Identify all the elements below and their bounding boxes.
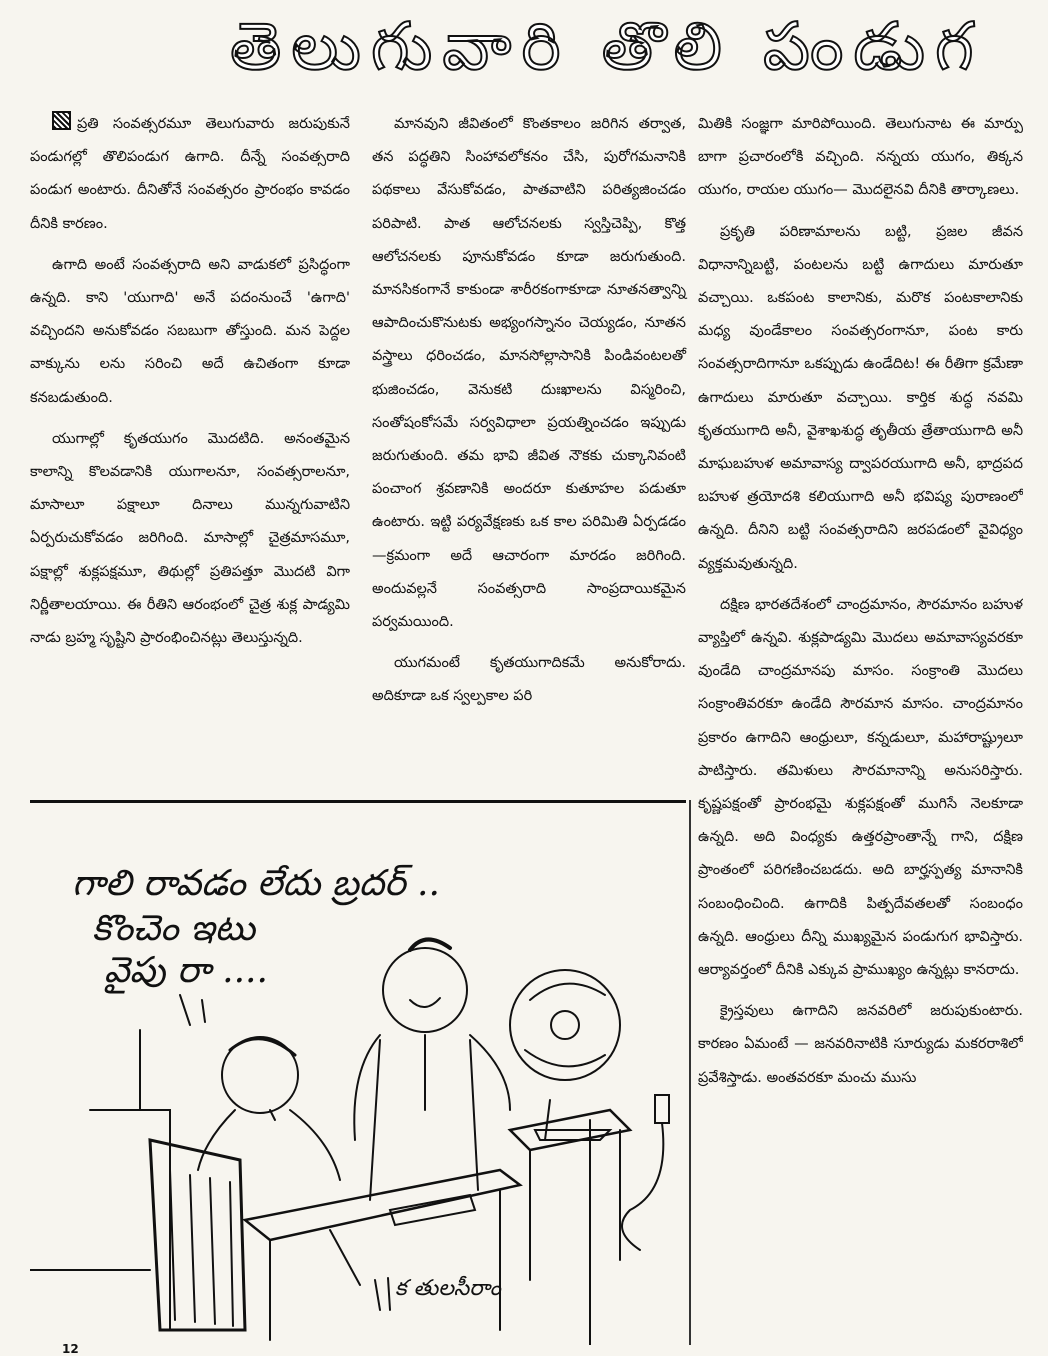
vertical-rule (689, 800, 691, 1345)
table-fan (510, 970, 630, 1280)
cartoon-caption-line-1: గాలి రావడం లేదు బ్రదర్ .. (72, 863, 440, 904)
paragraph (30, 108, 350, 241)
cartoon-drawing (30, 810, 686, 1345)
artist-signature: క తులసీరాం (395, 1276, 501, 1301)
paragraph: క్రైస్తవులు ఉగాదిని జనవరిలో జరుపుకుంటారు. కారణం ఏమంటే — జనవరినాటికి సూర్యుడు మకరరాశిలో ప్రవేశిస్తాడు. అంతవరకూ మంచు ముసు (698, 1003, 1023, 1086)
paragraph: దక్షిణ భారతదేశంలో చాంద్రమానం, సౌరమానం బహుళ వ్యాప్తిలో ఉన్నవి. శుక్లపాడ్యమి మొదలు అమావాస్యవరకూ వుండేది చాంద్రమానపు మాసం. సంక్రాంతి మొదలు సంక్రాంతివరకూ ఉండేది సౌరమాన మాసం. చాంద్రమానం ప్రకారం ఉగాదిని ఆంధ్రులూ, కన్నడులూ, మహారాష్ట్రులూ పాటిస్తారు. తమిళులు సౌరమానాన్ని అనుసరిస్తారు. కృష్ణపక్షంతో ప్రారంభమై శుక్లపక్షంతో ముగిసే నెలకూడా ఉన్నది. అది వింధ్యకు ఉత్తరప్రాంతాన్నే గాని, దక్షిణ ప్రాంతంలో పరిగణించబడదు. అది బార్హస్పత్య మానానికి సంబంధించింది. ఉగాదికి పిత్పదేవతలతో సంబంధం ఉన్నది. ఆంధ్రులు దీన్ని ముఖ్యమైన పండుగుగ భావిస్తారు. ఆర్యావర్తంలో దీనికి ఎక్కువ ప్రాముఖ్యం ఉన్నట్లు కానరాదు. (698, 596, 1023, 979)
paragraph: యుగమంటే కృతయుగాదికమే అనుకోరాదు. అదికూడా ఒక స్వల్పకాల పరి (372, 655, 686, 705)
cartoon-illustration (30, 810, 686, 1345)
paragraph: మానవుని జీవితంలో కొంతకాలం జరిగిన తర్వాత, తన పద్ధతిని సింహావలోకనం చేసి, పురోగమనానికి పథకాలు వేసుకోవడం, పాతవాటిని పరిత్యజించడం పరిపాటి. పాత ఆలోచనలకు స్వస్తిచెప్పి, కొత్త ఆలోచనలకు పూనుకోవడం కూడా జరుగుతుంది. మానసికంగానే కాకుండా శారీరకంగాకూడా నూతనత్వాన్ని ఆపాదించుకొనుటకు అభ్యంగస్నానం చెయ్యడం, నూతన వస్త్రాలు ధరించడం, మానసోల్లాసానికి పిండివంటలతో భుజించడం, వెనుకటి దుఃఖాలను విస్మరించి, సంతోషంకోసమే సర్వవిధాలా ప్రయత్నించడం ఇప్పుడు జరుగుతుంది. తమ భావి జీవిత నౌకకు చుక్కానివంటి పంచాంగ శ్రవణానికి అందరూ కుతూహల పడుతూ ఉంటారు. ఇట్టి పర్యవేక్షణకు ఒక కాల పరిమితి ఏర్పడడం—క్రమంగా అదే ఆచారంగా మారడం జరిగింది. అందువల్లనే సంవత్సరాది సాంప్రదాయికమైన పర్వమయింది. (372, 116, 686, 631)
cartoon-caption-line-3: వైపు రా .... (104, 950, 268, 991)
desk (245, 1170, 520, 1340)
wall-switch (622, 1095, 669, 1250)
paragraph-text: ప్రతి సంవత్సరమూ తెలుగువారు జరుపుకునే పండుగల్లో తొలిపండుగ ఉగాది. దీన్నే సంవత్సరాది పండుగ అంటారు. దీనితోనే సంవత్సరం ప్రారంభం కావడం దీనికి కారణం. (30, 116, 350, 232)
seated-man (198, 1037, 340, 1180)
paragraph: ఉగాది అంటే సంవత్సరాది అని వాడుకలో ప్రసిద్ధంగా ఉన్నది. కాని 'యుగాది' అనే పదంనుంచే 'ఉగాది' వచ్చిందని అనుకోవడం సబబుగా తోస్తుంది. మన పెద్దల వాక్కును లను సరించి అదే ఉచితంగా కూడా కనబడుతుంది. (30, 256, 350, 406)
paragraph: మితికి సంజ్ఞగా మారిపోయింది. తెలుగునాట ఈ మార్పు బాగా ప్రచారంలోకి వచ్చింది. నన్నయ యుగం, తిక్కన యుగం, రాయల యుగం— మొదలైనవి దీనికి తార్కాణలు. (698, 116, 1023, 199)
horizontal-rule (30, 800, 686, 803)
cartoon-caption-line-2: కొంచెం ఇటు (92, 908, 256, 949)
paragraph: యుగాల్లో కృతయుగం మొదటిది. అనంతమైన కాలాన్ని కొలవడానికి యుగాలనూ, సంవత్సరాలనూ, మాసాలూ పక్షాలూ దినాలు మున్నగువాటిని ఏర్పరుచుకోవడం జరిగింది. మాసాల్లో చైత్రమాసమూ, పక్షాల్లో శుక్లపక్షమూ, తిథుల్లో ప్రతిపత్తూ మొదటి విగా నిర్ణీతాలయాయి. ఈ రీతిని ఆరంభంలో చైత్ర శుక్ల పాడ్యమి నాడు బ్రహ్మ సృష్టిని ప్రారంభించినట్లు తెలుస్తున్నది. (30, 430, 350, 647)
article-column-1 (30, 108, 350, 663)
article-column-3 (698, 108, 1023, 1348)
standing-man (354, 939, 510, 1200)
page-number: 12 (62, 1342, 79, 1356)
dropcap-ornament-icon (52, 111, 71, 130)
article-title: తెలుగువారి తొలి పండుగ (230, 8, 984, 85)
paragraph: ప్రకృతి పరిణామాలను బట్టి, ప్రజల జీవన విధానాన్నిబట్టి, పంటలను బట్టి ఉగాదులు మారుతూ వచ్చాయి. ఒకపంట కాలానికు, మరొక పంటకాలానికు మధ్య వుండేకాలం సంవత్సరంగానూ, పంట కారు సంవత్సరాదిగానూ ఒకప్పుడు ఉండేదిట! ఈ రీతిగా క్రమేణా ఉగాదులు మారుతూ వచ్చాయి. కార్తిక శుద్ధ నవమి కృతయుగాది అనీ, వైశాఖశుద్ధ తృతీయ త్రేతాయుగాది అనీ మాఘబహుళ అమావాస్య ద్వాపరయుగాది అనీ, భాద్రపద బహుళ త్రయోదశి కలియుగాది అనీ భవిష్య పురాణంలో ఉన్నది. దీనిని బట్టి సంవత్సరాదిని జరపడంలో వైవిధ్యం వ్యక్తమవుతున్నది. (698, 223, 1023, 572)
article-column-2 (372, 108, 686, 722)
